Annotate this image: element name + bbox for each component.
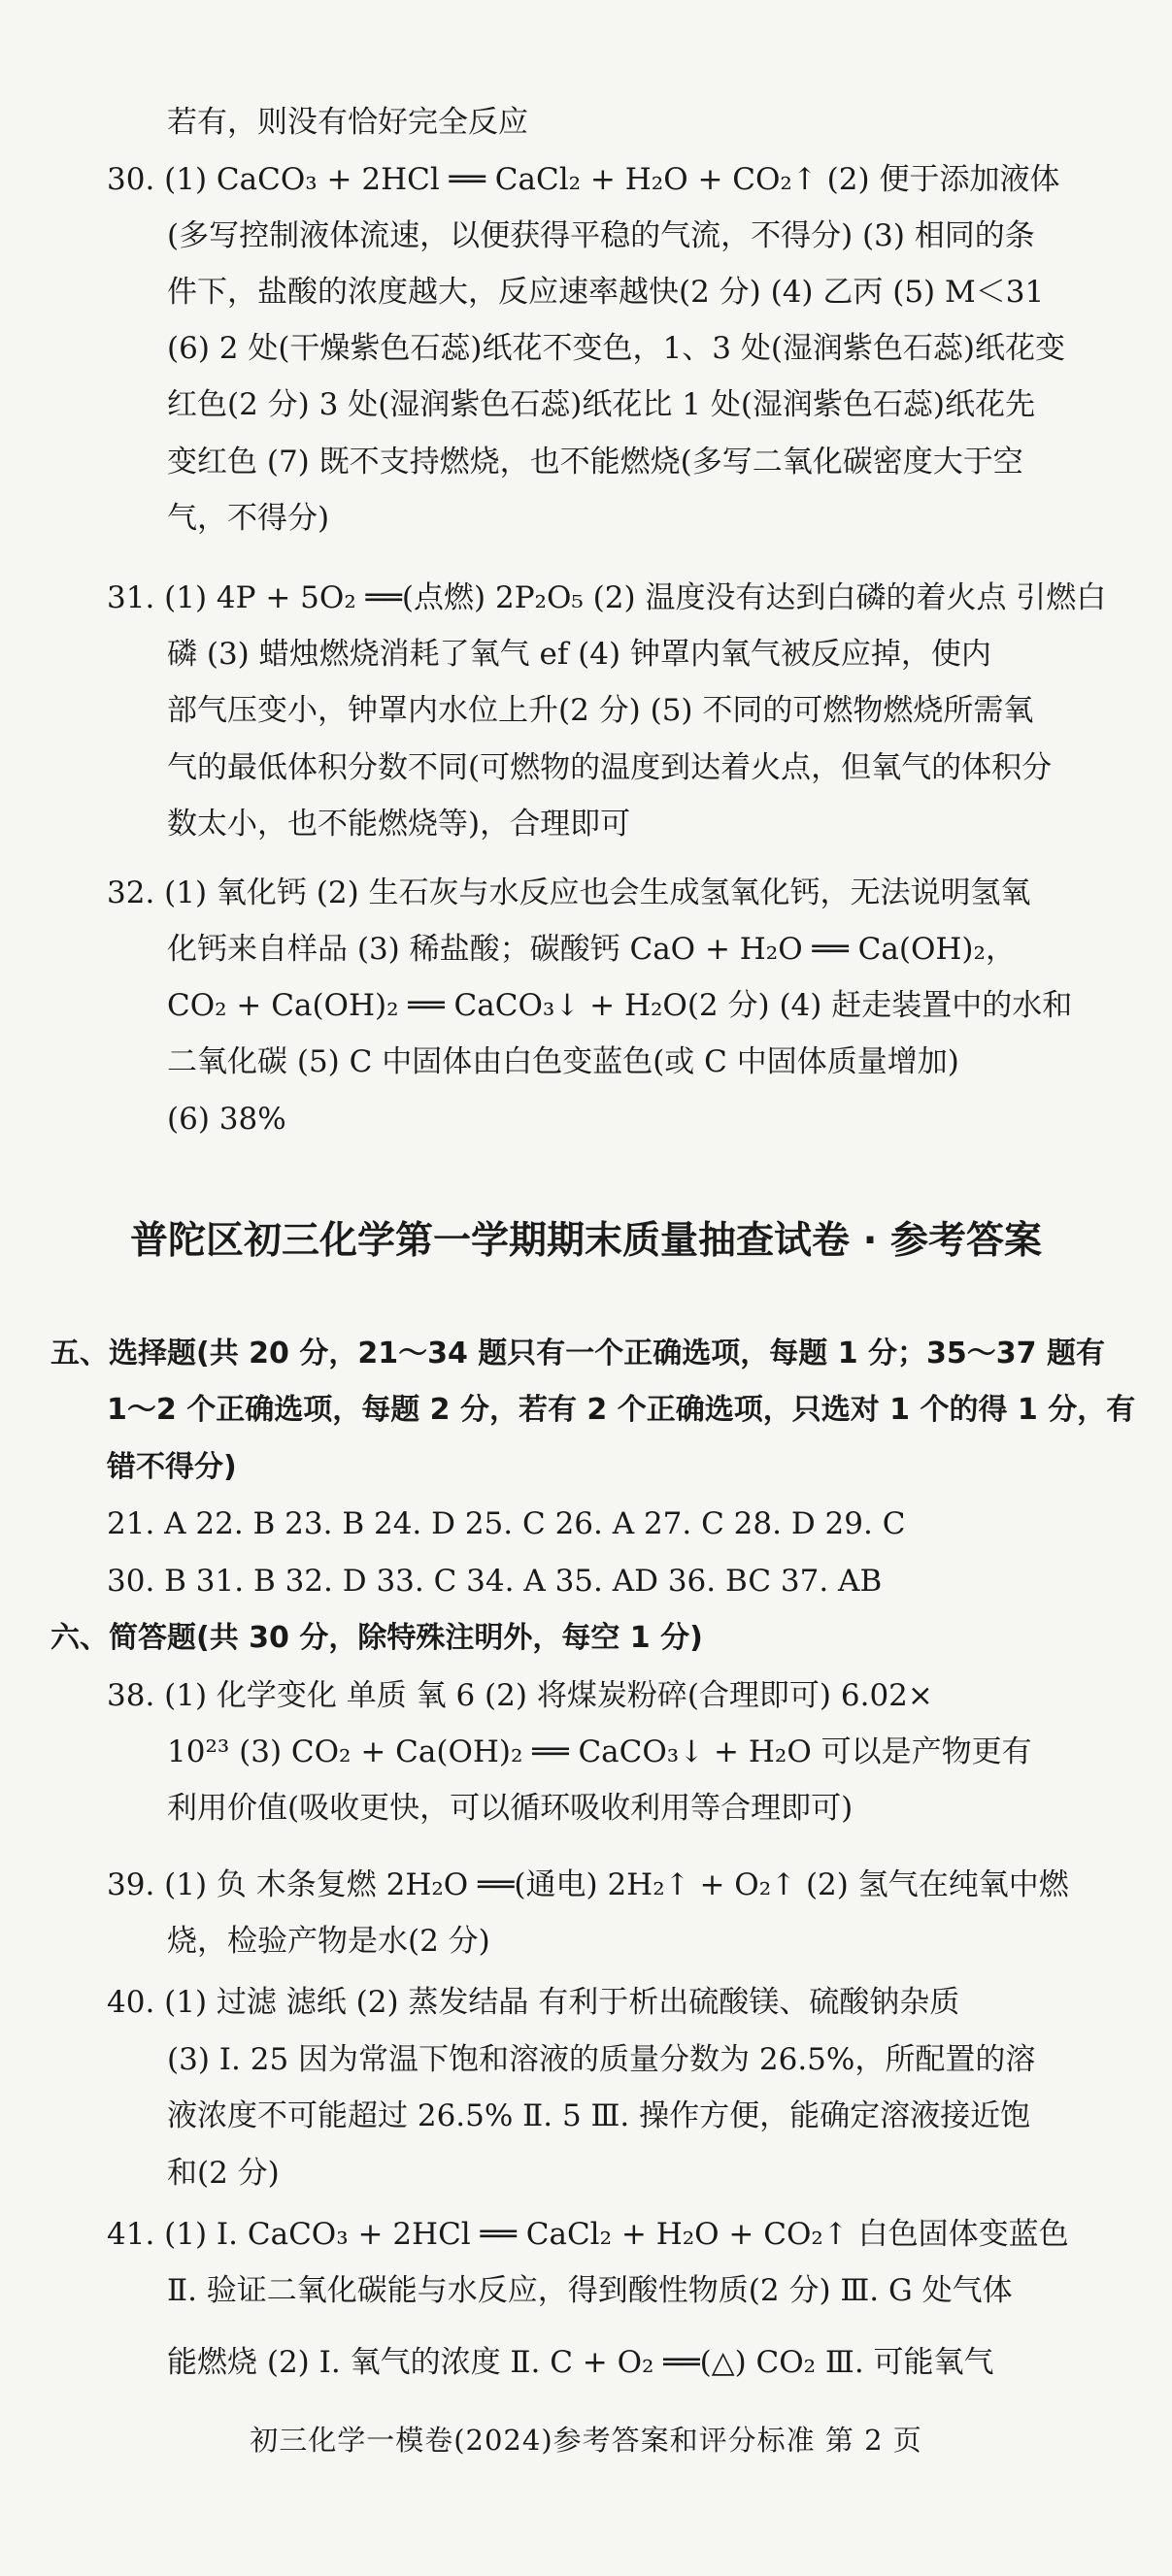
text-line: 化钙来自样品 (3) 稀盐酸；碳酸钙 CaO + H₂O ══ Ca(OH)₂， xyxy=(167,932,1016,967)
section-heading-choice-cont: 1～2 个正确选项，每题 2 分，若有 2 个正确选项，只选对 1 个的得 1 分，有 xyxy=(107,1393,1136,1427)
choice-answers-row: 21. A 22. B 23. B 24. D 25. C 26. A 27. C 28. D 29. C xyxy=(107,1506,906,1541)
text-line: 数太小，也不能燃烧等)，合理即可 xyxy=(167,807,631,842)
text-line: 红色(2 分) 3 处(湿润紫色石蕊)纸花比 1 处(湿润紫色石蕊)纸花先 xyxy=(167,387,1036,422)
answer-40-line: 40. (1) 过滤 滤纸 (2) 蒸发结晶 有利于析出硫酸镁、硫酸钠杂质 xyxy=(107,1985,960,2020)
text-line: Ⅱ. 验证二氧化碳能与水反应，得到酸性物质(2 分) Ⅲ. G 处气体 xyxy=(167,2273,1013,2308)
text-line: 利用价值(吸收更快，可以循环吸收利用等合理即可) xyxy=(167,1791,854,1826)
text-line: 和(2 分) xyxy=(167,2156,280,2191)
text-line: 气，不得分) xyxy=(167,501,330,536)
text-line: 能燃烧 (2) Ⅰ. 氧气的浓度 Ⅱ. C + O₂ ══(△) CO₂ Ⅲ. 可能氧气 xyxy=(167,2345,994,2380)
page-footer: 初三化学一模卷(2024)参考答案和评分标准 第 2 页 xyxy=(250,2424,922,2457)
section-heading-short: 六、简答题(共 30 分，除特殊注明外，每空 1 分) xyxy=(50,1621,703,1655)
text-line: 液浓度不可能超过 26.5% Ⅱ. 5 Ⅲ. 操作方便，能确定溶液接近饱 xyxy=(167,2098,1031,2133)
text-line: 件下，盐酸的浓度越大，反应速率越快(2 分) (4) 乙丙 (5) M＜31 xyxy=(167,275,1045,310)
text-line: 气的最低体积分数不同(可燃物的温度到达着火点，但氧气的体积分 xyxy=(167,750,1053,785)
section-heading-choice-cont: 错不得分) xyxy=(107,1450,237,1484)
text-line: (6) 38% xyxy=(167,1102,286,1137)
text-line: 变红色 (7) 既不支持燃烧，也不能燃烧(多写二氧化碳密度大于空 xyxy=(167,445,1023,479)
answer-31-line: 31. (1) 4P + 5O₂ ══(点燃) 2P₂O₅ (2) 温度没有达到白磷的着火点 引燃白 xyxy=(107,580,1107,615)
text-line: CO₂ + Ca(OH)₂ ══ CaCO₃↓ + H₂O(2 分) (4) 赶走装置中的水和 xyxy=(167,988,1073,1023)
text-line: 10²³ (3) CO₂ + Ca(OH)₂ ══ CaCO₃↓ + H₂O 可以是产物更有 xyxy=(167,1734,1032,1769)
text-line: 磷 (3) 蜡烛燃烧消耗了氧气 ef (4) 钟罩内氧气被反应掉，使内 xyxy=(167,637,991,672)
text-line: (多写控制液体流速，以便获得平稳的气流，不得分) (3) 相同的条 xyxy=(167,218,1035,253)
section-title: 普陀区初三化学第一学期期末质量抽查试卷 · 参考答案 xyxy=(130,1219,1042,1263)
text-line: 二氧化碳 (5) C 中固体由白色变蓝色(或 C 中固体质量增加) xyxy=(167,1044,959,1079)
text-line: 部气压变小，钟罩内水位上升(2 分) (5) 不同的可燃物燃烧所需氧 xyxy=(167,693,1034,728)
section-heading-choice: 五、选择题(共 20 分，21～34 题只有一个正确选项，每题 1 分；35～37 题有 xyxy=(50,1337,1105,1371)
answer-41-line: 41. (1) Ⅰ. CaCO₃ + 2HCl ══ CaCl₂ + H₂O + CO₂↑ 白色固体变蓝色 xyxy=(107,2217,1069,2252)
text-line: (6) 2 处(干燥紫色石蕊)纸花不变色，1、3 处(湿润紫色石蕊)纸花变 xyxy=(167,331,1066,366)
answer-32-line: 32. (1) 氧化钙 (2) 生石灰与水反应也会生成氢氧化钙，无法说明氢氧 xyxy=(107,875,1031,910)
text-line: 烧，检验产物是水(2 分) xyxy=(167,1924,490,1959)
text-line: (3) Ⅰ. 25 因为常温下饱和溶液的质量分数为 26.5%，所配置的溶 xyxy=(167,2042,1036,2077)
answer-39-line: 39. (1) 负 木条复燃 2H₂O ══(通电) 2H₂↑ + O₂↑ (2) 氢气在纯氧中燃 xyxy=(107,1867,1069,1902)
answer-30-line: 30. (1) CaCO₃ + 2HCl ══ CaCl₂ + H₂O + CO₂↑ (2) 便于添加液体 xyxy=(107,162,1060,197)
choice-answers-row: 30. B 31. B 32. D 33. C 34. A 35. AD 36. BC 37. AB xyxy=(107,1564,883,1599)
text-line: 若有，则没有恰好完全反应 xyxy=(167,105,528,140)
answer-38-line: 38. (1) 化学变化 单质 氧 6 (2) 将煤炭粉碎(合理即可) 6.02× xyxy=(107,1678,933,1713)
